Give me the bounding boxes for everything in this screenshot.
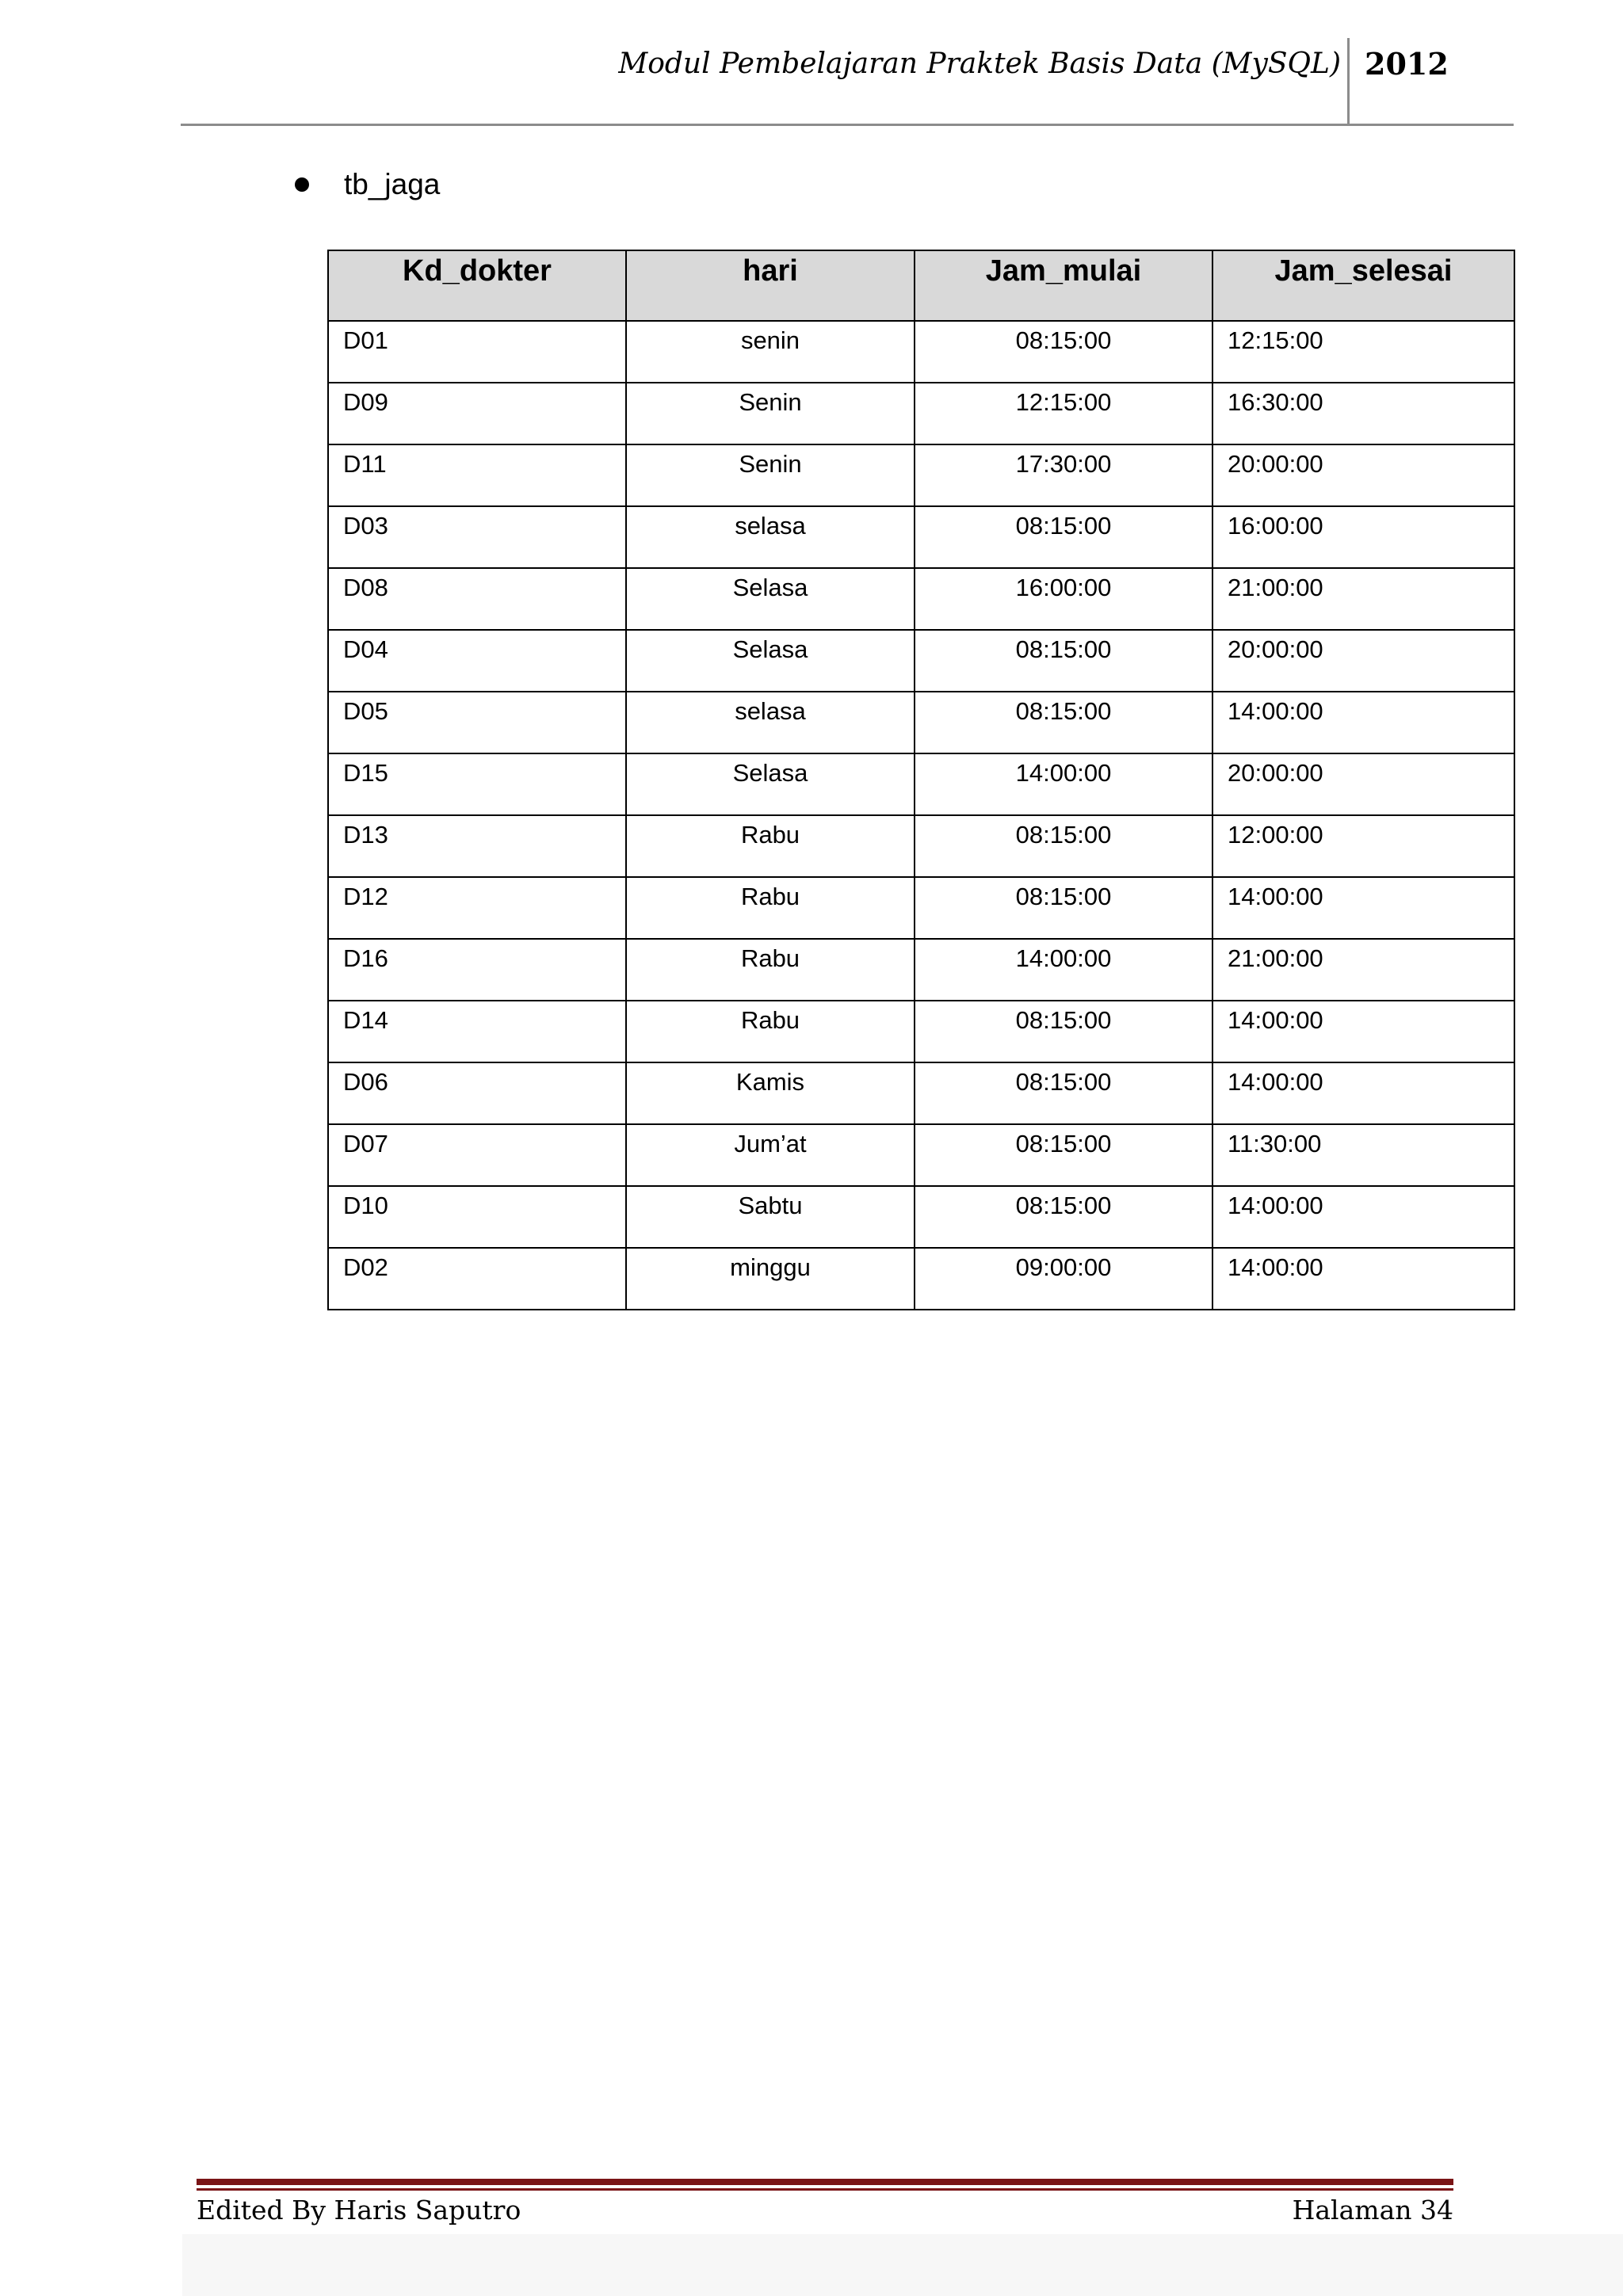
cell-jam-selesai: 14:00:00: [1212, 1186, 1514, 1248]
cell-kd-dokter: D04: [328, 630, 626, 692]
header-title: Modul Pembelajaran Praktek Basis Data (MySQL): [618, 48, 1341, 80]
cell-jam-mulai: 08:15:00: [915, 1062, 1212, 1124]
cell-jam-mulai: 08:15:00: [915, 321, 1212, 383]
cell-jam-selesai: 16:00:00: [1212, 506, 1514, 568]
cell-jam-mulai: 14:00:00: [915, 753, 1212, 815]
cell-kd-dokter: D15: [328, 753, 626, 815]
cell-jam-selesai: 14:00:00: [1212, 1248, 1514, 1310]
cell-jam-selesai: 14:00:00: [1212, 1062, 1514, 1124]
cell-jam-mulai: 17:30:00: [915, 444, 1212, 506]
cell-kd-dokter: D09: [328, 383, 626, 444]
cell-jam-mulai: 08:15:00: [915, 692, 1212, 753]
cell-hari: Senin: [626, 444, 915, 506]
table-row: [328, 630, 1514, 692]
footer-page-number: Halaman 34: [1292, 2195, 1453, 2225]
cell-jam-selesai: 11:30:00: [1212, 1124, 1514, 1186]
cell-kd-dokter: D07: [328, 1124, 626, 1186]
cell-hari: Selasa: [626, 753, 915, 815]
cell-hari: Rabu: [626, 815, 915, 877]
table-row: [328, 321, 1514, 383]
cell-jam-selesai: 21:00:00: [1212, 568, 1514, 630]
column-header-kd-dokter: Kd_dokter: [328, 250, 626, 321]
cell-jam-mulai: 16:00:00: [915, 568, 1212, 630]
cell-hari: Kamis: [626, 1062, 915, 1124]
cell-jam-mulai: 08:15:00: [915, 630, 1212, 692]
header-year: 2012: [1365, 46, 1449, 82]
cell-jam-mulai: 09:00:00: [915, 1248, 1212, 1310]
cell-jam-selesai: 14:00:00: [1212, 877, 1514, 939]
cell-jam-mulai: 08:15:00: [915, 506, 1212, 568]
table-header-row: [328, 250, 1514, 321]
cell-kd-dokter: D06: [328, 1062, 626, 1124]
cell-hari: Selasa: [626, 630, 915, 692]
cell-jam-mulai: 14:00:00: [915, 939, 1212, 1001]
tb-jaga-table: [327, 250, 1515, 1310]
table-row: [328, 815, 1514, 877]
table-body: [328, 321, 1514, 1310]
cell-jam-mulai: 08:15:00: [915, 815, 1212, 877]
footer-shade: [182, 2234, 1623, 2296]
cell-hari: Rabu: [626, 877, 915, 939]
cell-jam-selesai: 14:00:00: [1212, 692, 1514, 753]
cell-jam-mulai: 08:15:00: [915, 1001, 1212, 1062]
cell-kd-dokter: D10: [328, 1186, 626, 1248]
cell-jam-mulai: 08:15:00: [915, 1186, 1212, 1248]
section-bullet: [295, 162, 440, 207]
table-row: [328, 939, 1514, 1001]
cell-hari: selasa: [626, 506, 915, 568]
column-header-jam-mulai: Jam_mulai: [915, 250, 1212, 321]
page-header: [181, 32, 1514, 126]
footer-rule: [197, 2179, 1453, 2185]
bullet-icon: [295, 177, 309, 192]
cell-hari: senin: [626, 321, 915, 383]
table-row: [328, 1248, 1514, 1310]
cell-kd-dokter: D12: [328, 877, 626, 939]
cell-hari: Senin: [626, 383, 915, 444]
cell-jam-selesai: 21:00:00: [1212, 939, 1514, 1001]
cell-hari: Rabu: [626, 939, 915, 1001]
cell-jam-selesai: 20:00:00: [1212, 444, 1514, 506]
cell-hari: Selasa: [626, 568, 915, 630]
table-row: [328, 1062, 1514, 1124]
cell-jam-selesai: 20:00:00: [1212, 630, 1514, 692]
cell-jam-mulai: 12:15:00: [915, 383, 1212, 444]
table-row: [328, 568, 1514, 630]
section-label: tb_jaga: [344, 168, 441, 200]
header-divider: [1347, 38, 1350, 124]
table-row: [328, 1001, 1514, 1062]
cell-kd-dokter: D01: [328, 321, 626, 383]
table-row: [328, 383, 1514, 444]
footer-rule-thin: [197, 2188, 1453, 2191]
cell-hari: Jum’at: [626, 1124, 915, 1186]
cell-kd-dokter: D05: [328, 692, 626, 753]
cell-jam-mulai: 08:15:00: [915, 1124, 1212, 1186]
cell-hari: minggu: [626, 1248, 915, 1310]
table-row: [328, 1186, 1514, 1248]
column-header-hari: hari: [626, 250, 915, 321]
footer-editor: Edited By Haris Saputro: [197, 2195, 521, 2225]
cell-kd-dokter: D08: [328, 568, 626, 630]
column-header-jam-selesai: Jam_selesai: [1212, 250, 1514, 321]
table-row: [328, 877, 1514, 939]
cell-kd-dokter: D02: [328, 1248, 626, 1310]
cell-jam-selesai: 20:00:00: [1212, 753, 1514, 815]
table-row: [328, 1124, 1514, 1186]
cell-kd-dokter: D03: [328, 506, 626, 568]
table-row: [328, 692, 1514, 753]
cell-hari: Rabu: [626, 1001, 915, 1062]
cell-jam-selesai: 12:15:00: [1212, 321, 1514, 383]
cell-kd-dokter: D11: [328, 444, 626, 506]
cell-jam-selesai: 12:00:00: [1212, 815, 1514, 877]
table-row: [328, 444, 1514, 506]
cell-jam-selesai: 14:00:00: [1212, 1001, 1514, 1062]
cell-kd-dokter: D14: [328, 1001, 626, 1062]
table-row: [328, 506, 1514, 568]
table-row: [328, 753, 1514, 815]
cell-hari: Sabtu: [626, 1186, 915, 1248]
cell-hari: selasa: [626, 692, 915, 753]
cell-kd-dokter: D16: [328, 939, 626, 1001]
cell-jam-selesai: 16:30:00: [1212, 383, 1514, 444]
cell-jam-mulai: 08:15:00: [915, 877, 1212, 939]
cell-kd-dokter: D13: [328, 815, 626, 877]
